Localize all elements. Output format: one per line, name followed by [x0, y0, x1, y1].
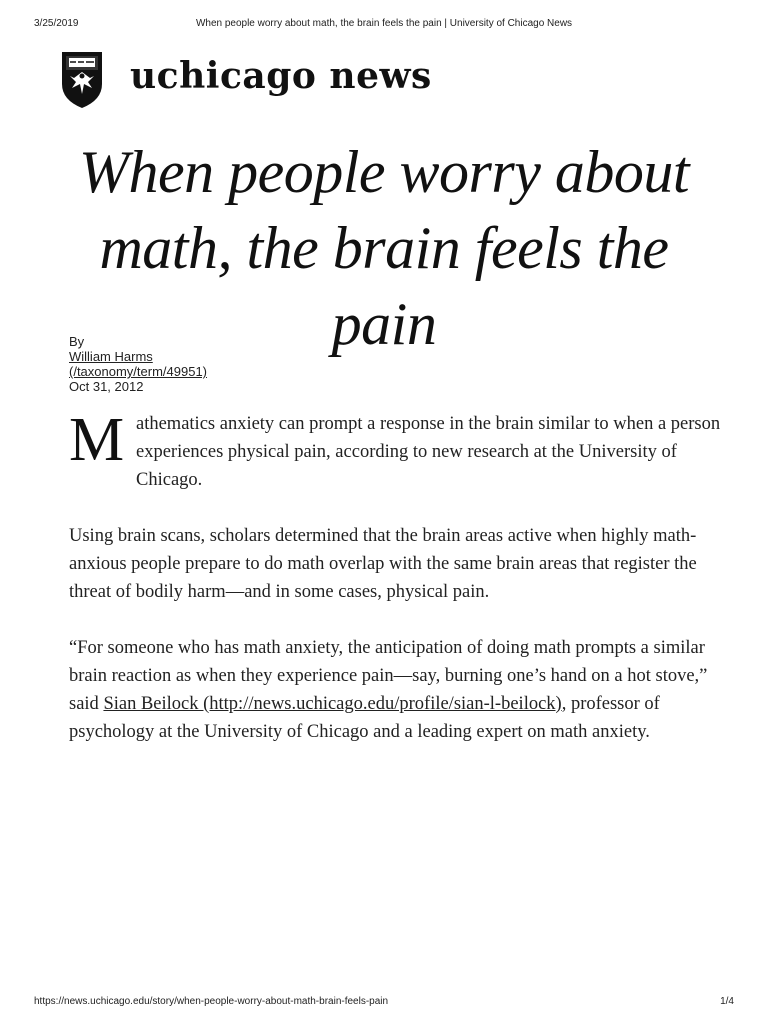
body-paragraph: Using brain scans, scholars determined that the brain areas active when highly math-anxious people prepare to do math overlap with the same brain areas that register the threat of bodily harm—and in some cases, physical pain. [69, 526, 697, 602]
article-body [69, 406, 729, 774]
print-header [34, 18, 734, 32]
quote-paragraph [69, 634, 729, 746]
masthead[interactable] [60, 50, 480, 114]
quote-text: “For someone who has math anxiety, the anticipation of doing math prompts a similar brain reaction as when they experience pain—say, burning one’s hand on a hot stove,” said [69, 638, 708, 714]
lead-text: athematics anxiety can prompt a response in the brain similar to when a person experiences physical pain, according to new research at the University of Chicago. [136, 414, 721, 490]
dropcap-letter: M [69, 406, 125, 474]
page-number: 1/4 [720, 996, 734, 1007]
print-page-title: When people worry about math, the brain feels the pain | University of Chicago News [195, 18, 573, 29]
publish-date: Oct 31, 2012 [69, 379, 144, 394]
article-headline: When people worry about math, the brain feels the pain [78, 139, 690, 357]
quote-text-end: , professor of psychology at the University of Chicago and a leading expert on math anxiety. [69, 694, 660, 742]
author-link[interactable]: William Harms [69, 349, 153, 364]
university-crest-icon [60, 50, 104, 110]
byline [69, 334, 207, 394]
site-wordmark: uchicago news [130, 55, 432, 97]
byline-by-label: By [69, 334, 85, 349]
author-taxonomy-link[interactable]: (/taxonomy/term/49951) [69, 364, 208, 379]
print-footer [34, 996, 734, 1010]
sian-beilock-profile-link[interactable]: Sian Beilock (http://news.uchicago.edu/profile/sian-l-beilock) [103, 694, 562, 714]
print-url: https://news.uchicago.edu/story/when-people-worry-about-math-brain-feels-pain [34, 996, 389, 1007]
lead-paragraph [69, 406, 729, 494]
print-date: 3/25/2019 [34, 18, 79, 29]
